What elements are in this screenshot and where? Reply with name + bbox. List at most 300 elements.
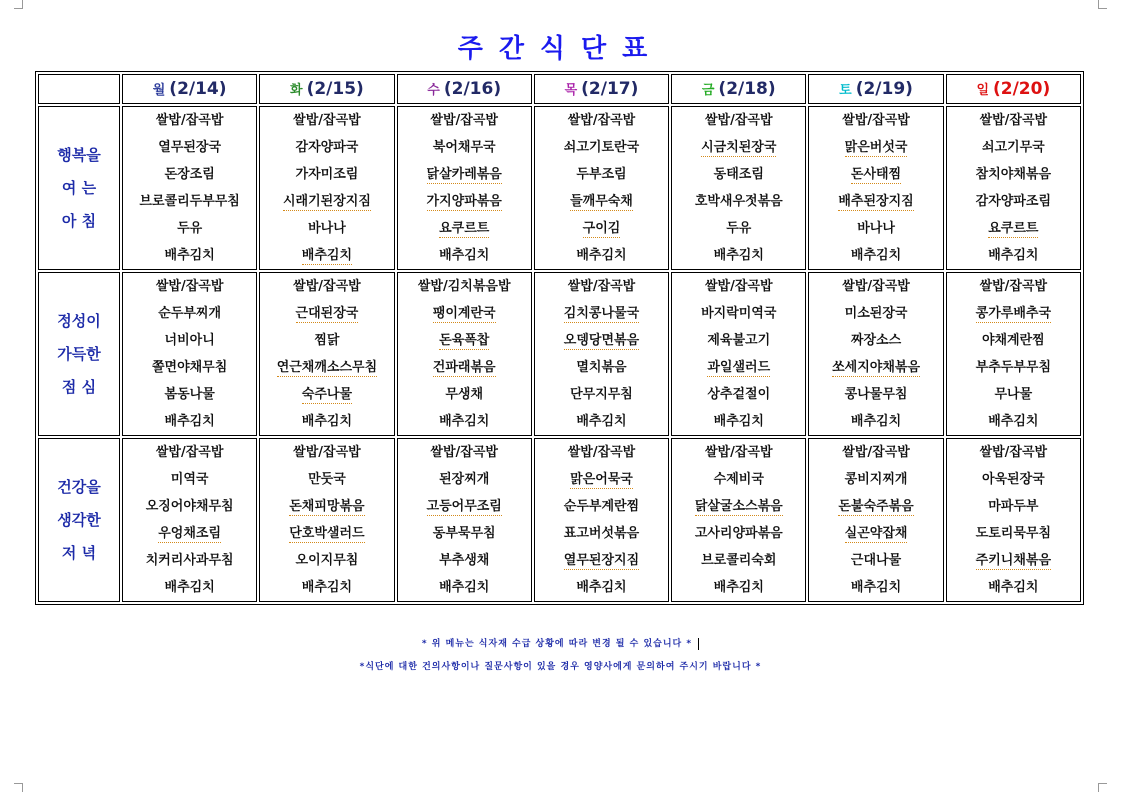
dish-name: 배추김치	[164, 580, 215, 595]
notice-change-text: * 위 메뉴는 식자재 수급 상황에 따라 변경 될 수 있습니다 *	[421, 639, 693, 649]
dish-name: 된장찌개	[439, 472, 490, 487]
dish-name: 배추김치	[301, 580, 353, 595]
dish-item	[809, 215, 942, 242]
dish-item	[260, 408, 393, 435]
dish-list	[809, 107, 942, 269]
menu-cell	[534, 106, 669, 270]
dish-name: 무생채	[445, 387, 484, 402]
dish-name: 배추김치	[439, 414, 490, 429]
dish-item	[398, 273, 531, 300]
dish-item	[123, 574, 256, 601]
dish-item	[947, 520, 1080, 547]
dish-item	[672, 273, 805, 300]
dish-item	[947, 354, 1080, 381]
dish-item	[809, 574, 942, 601]
dish-item	[260, 327, 393, 354]
menu-cell	[946, 106, 1081, 270]
dish-name: 근대된장국	[295, 306, 359, 321]
dish-item	[672, 161, 805, 188]
dish-item	[398, 107, 531, 134]
dish-item	[260, 161, 393, 188]
dish-item	[535, 134, 668, 161]
day-header-wed	[397, 74, 532, 104]
dish-item	[123, 188, 256, 215]
dish-name: 바나나	[857, 221, 895, 236]
dish-item	[947, 439, 1080, 466]
dish-name: 가자미조림	[295, 167, 359, 182]
dish-name: 쌀밥/잡곡밥	[979, 445, 1048, 460]
dish-item	[535, 547, 668, 574]
dish-item	[947, 215, 1080, 242]
dish-item	[947, 327, 1080, 354]
dish-item	[809, 327, 942, 354]
dish-name: 치커리사과무침	[145, 553, 234, 568]
lunch-label-cell	[38, 272, 120, 436]
dish-item	[260, 107, 393, 134]
dish-item	[398, 439, 531, 466]
dish-item	[535, 161, 668, 188]
day-date: (2/16)	[443, 79, 502, 99]
dish-name: 쫄면야채무침	[151, 360, 228, 375]
dish-item	[123, 354, 256, 381]
dish-name: 닭살굴소스볶음	[694, 499, 783, 514]
day-header-thu	[534, 74, 669, 104]
meal-label-line: 아 침	[61, 211, 97, 230]
dish-item	[947, 134, 1080, 161]
dish-item	[947, 408, 1080, 435]
dish-list	[398, 107, 531, 269]
dish-name: 쌀밥/잡곡밥	[155, 279, 224, 294]
menu-cell	[259, 272, 394, 436]
dish-name: 두유	[726, 221, 752, 236]
dish-list	[809, 273, 942, 435]
dish-name: 배추김치	[164, 414, 215, 429]
dish-name: 우엉채조림	[158, 526, 222, 541]
dish-name: 표고버섯볶음	[563, 526, 640, 541]
dish-name: 돈육폭찹	[439, 333, 490, 348]
dish-name: 배추김치	[850, 248, 902, 263]
day-header-fri	[671, 74, 806, 104]
dish-item	[535, 215, 668, 242]
dish-item	[123, 327, 256, 354]
dish-item	[672, 466, 805, 493]
dish-name: 부추두부무침	[975, 360, 1052, 375]
dish-item	[123, 300, 256, 327]
menu-cell	[808, 438, 943, 602]
dish-name: 콩비지찌개	[844, 472, 908, 487]
dish-item	[947, 300, 1080, 327]
menu-cell	[259, 106, 394, 270]
dish-name: 도토리묵무침	[975, 526, 1052, 541]
dish-name: 배추김치	[301, 414, 353, 429]
dish-item	[535, 574, 668, 601]
breakfast-row	[38, 106, 1081, 270]
meal-label-line: 여 는	[61, 178, 97, 197]
dish-item	[809, 520, 942, 547]
dish-item	[809, 408, 942, 435]
dish-list	[398, 273, 531, 435]
dish-item	[123, 466, 256, 493]
dish-list	[123, 273, 256, 435]
dish-name: 배추김치	[576, 580, 627, 595]
dish-item	[260, 300, 393, 327]
dish-name: 순두부찌개	[158, 306, 222, 321]
dish-name: 배추김치	[439, 580, 490, 595]
dish-item	[123, 107, 256, 134]
dish-item	[947, 107, 1080, 134]
dish-name: 호박새우젓볶음	[694, 194, 783, 209]
dish-name: 숙주나물	[301, 387, 353, 402]
dish-name: 북어채무국	[432, 140, 496, 155]
dish-name: 미소된장국	[844, 306, 908, 321]
dish-name: 콩나물무침	[844, 387, 908, 402]
dish-name: 배추김치	[988, 248, 1039, 263]
dish-item	[809, 273, 942, 300]
dish-name: 열무된장국	[158, 140, 222, 155]
menu-cell	[671, 438, 806, 602]
dish-item	[535, 188, 668, 215]
dish-item	[398, 354, 531, 381]
dish-name: 쌀밥/잡곡밥	[293, 279, 361, 294]
notice-change-line	[0, 636, 1121, 650]
dish-name: 부추생채	[439, 553, 490, 568]
dish-name: 순두부계란찜	[563, 499, 640, 514]
dish-item	[672, 215, 805, 242]
dish-name: 배추김치	[713, 414, 764, 429]
day-header-tue	[259, 74, 394, 104]
dish-name: 배추김치	[301, 248, 353, 263]
dish-name: 구이김	[582, 221, 621, 236]
dish-name: 과일샐러드	[707, 360, 771, 375]
dish-name: 감자양파조림	[975, 194, 1052, 209]
dish-name: 배추김치	[850, 414, 902, 429]
dish-list	[260, 107, 393, 269]
dish-name: 쇠고기무국	[981, 140, 1045, 155]
dish-item	[672, 242, 805, 269]
dish-name: 미역국	[170, 472, 209, 487]
dish-name: 상추겉절이	[707, 387, 771, 402]
dish-name: 열무된장지짐	[563, 553, 640, 568]
menu-cell	[534, 438, 669, 602]
day-char: 토	[839, 83, 852, 98]
dish-name: 배추김치	[576, 414, 627, 429]
dish-item	[672, 520, 805, 547]
dish-list	[123, 107, 256, 269]
dish-item	[672, 381, 805, 408]
dish-name: 고등어무조림	[426, 499, 502, 514]
dish-item	[260, 493, 393, 520]
dish-name: 쌀밥/잡곡밥	[842, 113, 910, 128]
page-corner-mark	[14, 783, 23, 792]
dish-item	[809, 188, 942, 215]
meal-label-line: 정성이	[57, 311, 101, 330]
dish-item	[672, 134, 805, 161]
dish-list	[672, 273, 805, 435]
dish-item	[398, 242, 531, 269]
dish-item	[398, 493, 531, 520]
day-header-sat	[808, 74, 943, 104]
dish-name: 맑은버섯국	[844, 140, 908, 155]
dish-name: 브로콜리숙회	[701, 553, 777, 568]
day-header-mon	[122, 74, 257, 104]
dish-name: 가지양파볶음	[426, 194, 502, 209]
menu-cell	[259, 438, 394, 602]
dish-item	[535, 520, 668, 547]
dish-name: 쌀밥/잡곡밥	[567, 113, 636, 128]
dish-name: 시금치된장국	[701, 140, 777, 155]
dish-name: 쌀밥/잡곡밥	[567, 445, 636, 460]
day-char: 월	[152, 83, 166, 98]
dish-name: 오징어야채무침	[145, 499, 234, 514]
dish-name: 쌀밥/잡곡밥	[430, 113, 498, 128]
dish-item	[947, 242, 1080, 269]
meal-label-line: 점 심	[61, 377, 97, 396]
dish-name: 맑은어묵국	[570, 472, 633, 487]
dish-name: 쌀밥/잡곡밥	[567, 279, 636, 294]
dish-name: 돈불숙주볶음	[838, 499, 914, 514]
dish-list	[123, 439, 256, 601]
dish-name: 두부조림	[576, 167, 627, 182]
dish-item	[398, 408, 531, 435]
dish-name: 돈채피망볶음	[289, 499, 365, 514]
dish-name: 참치야채볶음	[975, 167, 1052, 182]
day-date: (2/19)	[855, 79, 913, 99]
dish-item	[809, 381, 942, 408]
dish-name: 너비아니	[164, 333, 215, 348]
dish-item	[947, 574, 1080, 601]
dish-list	[809, 439, 942, 601]
dish-name: 쌀밥/잡곡밥	[704, 113, 773, 128]
meal-label-line: 저 녁	[61, 543, 97, 562]
dish-item	[947, 381, 1080, 408]
dish-item	[535, 408, 668, 435]
dinner-label-cell	[38, 438, 120, 602]
dish-item	[947, 188, 1080, 215]
dish-name: 찜닭	[314, 333, 340, 348]
dish-item	[398, 547, 531, 574]
menu-cell	[534, 272, 669, 436]
dish-item	[809, 300, 942, 327]
dish-item	[123, 215, 256, 242]
dish-item	[398, 327, 531, 354]
dish-list	[535, 439, 668, 601]
dish-name: 봄동나물	[164, 387, 215, 402]
dish-item	[398, 161, 531, 188]
dish-item	[947, 273, 1080, 300]
dish-name: 수제비국	[713, 472, 764, 487]
page-corner-mark	[1098, 783, 1107, 792]
dish-list	[535, 107, 668, 269]
dish-item	[123, 408, 256, 435]
dish-item	[398, 381, 531, 408]
day-header-sun	[946, 74, 1081, 104]
dish-item	[123, 134, 256, 161]
dish-name: 콩가루배추국	[975, 306, 1052, 321]
dish-name: 고사리양파볶음	[694, 526, 783, 541]
dish-name: 닭살카레볶음	[426, 167, 502, 182]
dish-name: 야채계란찜	[981, 333, 1045, 348]
menu-cell	[671, 106, 806, 270]
dish-name: 실곤약잡채	[844, 526, 908, 541]
dish-item	[809, 354, 942, 381]
dish-name: 쌀밥/잡곡밥	[155, 445, 224, 460]
dish-item	[398, 215, 531, 242]
menu-cell	[946, 438, 1081, 602]
dish-item	[123, 381, 256, 408]
dish-name: 동부묵무침	[432, 526, 496, 541]
dish-item	[947, 547, 1080, 574]
dish-item	[260, 354, 393, 381]
dish-item	[672, 327, 805, 354]
dish-item	[398, 134, 531, 161]
page-corner-mark	[14, 0, 23, 9]
day-char: 금	[701, 83, 715, 98]
dish-name: 짜장소스	[850, 333, 902, 348]
dish-item	[260, 273, 393, 300]
dish-name: 배추김치	[988, 414, 1039, 429]
dish-item	[809, 242, 942, 269]
dish-item	[809, 439, 942, 466]
dish-name: 배추김치	[713, 248, 764, 263]
dish-list	[260, 273, 393, 435]
day-date: (2/20)	[993, 79, 1051, 99]
dish-item	[123, 161, 256, 188]
dish-list	[672, 107, 805, 269]
dish-name: 쌀밥/잡곡밥	[842, 279, 910, 294]
dish-item	[535, 466, 668, 493]
page-title: 주간식단표	[457, 34, 664, 64]
dish-name: 배추김치	[713, 580, 764, 595]
dish-item	[672, 188, 805, 215]
menu-cell	[397, 272, 532, 436]
dish-name: 배추김치	[439, 248, 490, 263]
day-date: (2/17)	[581, 79, 639, 99]
dinner-row	[38, 438, 1081, 602]
dish-name: 쌀밥/잡곡밥	[704, 445, 773, 460]
dish-item	[672, 547, 805, 574]
meal-label-line: 가득한	[57, 344, 101, 363]
menu-cell	[122, 106, 257, 270]
dish-name: 김치콩나물국	[563, 306, 640, 321]
dish-item	[398, 466, 531, 493]
dish-item	[535, 107, 668, 134]
dish-item	[535, 300, 668, 327]
dish-list	[672, 439, 805, 601]
dish-list	[947, 439, 1080, 601]
day-date: (2/18)	[718, 79, 776, 99]
day-char: 화	[290, 83, 303, 98]
dish-name: 멸치볶음	[576, 360, 627, 375]
dish-list	[947, 107, 1080, 269]
dish-item	[398, 300, 531, 327]
dish-name: 건파래볶음	[432, 360, 496, 375]
menu-cell	[808, 106, 943, 270]
meal-label-line: 생각한	[57, 510, 101, 529]
menu-cell	[808, 272, 943, 436]
dish-name: 쌀밥/잡곡밥	[979, 279, 1048, 294]
dish-name: 근대나물	[850, 553, 902, 568]
dish-item	[260, 466, 393, 493]
dish-item	[947, 493, 1080, 520]
day-date: (2/14)	[169, 79, 227, 99]
dish-item	[809, 466, 942, 493]
dish-name: 만둣국	[308, 472, 346, 487]
dish-item	[535, 381, 668, 408]
day-header-row	[38, 74, 1081, 104]
menu-cell	[122, 272, 257, 436]
dish-name: 동태조림	[713, 167, 764, 182]
menu-cell	[671, 272, 806, 436]
dish-name: 배추김치	[850, 580, 902, 595]
dish-name: 쌀밥/잡곡밥	[293, 113, 361, 128]
text-cursor	[698, 638, 699, 650]
dish-name: 아욱된장국	[981, 472, 1045, 487]
dish-name: 배추김치	[988, 580, 1039, 595]
menu-cell	[946, 272, 1081, 436]
dish-item	[260, 215, 393, 242]
dish-item	[260, 574, 393, 601]
dish-item	[260, 520, 393, 547]
dish-item	[947, 466, 1080, 493]
dish-item	[123, 439, 256, 466]
dish-name: 단호박샐러드	[289, 526, 365, 541]
dish-name: 연근채깨소스무침	[276, 360, 378, 375]
dish-name: 쌀밥/잡곡밥	[155, 113, 224, 128]
dish-name: 돈장조림	[164, 167, 215, 182]
menu-cell	[397, 438, 532, 602]
dish-item	[123, 520, 256, 547]
dish-item	[260, 547, 393, 574]
menu-cell	[122, 438, 257, 602]
dish-item	[535, 273, 668, 300]
dish-item	[947, 161, 1080, 188]
dish-name: 요쿠르트	[439, 221, 490, 236]
dish-item	[398, 574, 531, 601]
dish-item	[123, 493, 256, 520]
dish-name: 시래기된장지짐	[282, 194, 371, 209]
meal-label-line: 건강을	[57, 477, 101, 496]
dish-name: 감자양파국	[295, 140, 359, 155]
dish-name: 쌀밥/잡곡밥	[842, 445, 910, 460]
dish-name: 요쿠르트	[988, 221, 1039, 236]
dish-name: 쇠고기토란국	[563, 140, 640, 155]
day-date: (2/15)	[306, 79, 364, 99]
dish-name: 쌀밥/잡곡밥	[979, 113, 1048, 128]
dish-name: 배추김치	[164, 248, 215, 263]
dish-name: 바나나	[308, 221, 346, 236]
dish-list	[947, 273, 1080, 435]
dish-name: 쌀밥/잡곡밥	[293, 445, 361, 460]
weekly-menu-table	[35, 71, 1084, 605]
dish-item	[672, 439, 805, 466]
dish-list	[260, 439, 393, 601]
dish-name: 무나물	[994, 387, 1033, 402]
dish-item	[535, 439, 668, 466]
dish-name: 브로콜리두부무침	[139, 194, 240, 209]
dish-item	[809, 547, 942, 574]
dish-name: 쌀밥/잡곡밥	[704, 279, 773, 294]
dish-item	[535, 242, 668, 269]
dish-name: 쌀밥/잡곡밥	[430, 445, 498, 460]
lunch-row	[38, 272, 1081, 436]
dish-name: 배추김치	[576, 248, 627, 263]
dish-item	[260, 439, 393, 466]
dish-item	[535, 327, 668, 354]
dish-name: 오이지무침	[295, 553, 359, 568]
dish-name: 주키니채볶음	[975, 553, 1052, 568]
dish-item	[123, 273, 256, 300]
page-corner-mark	[1098, 0, 1107, 9]
